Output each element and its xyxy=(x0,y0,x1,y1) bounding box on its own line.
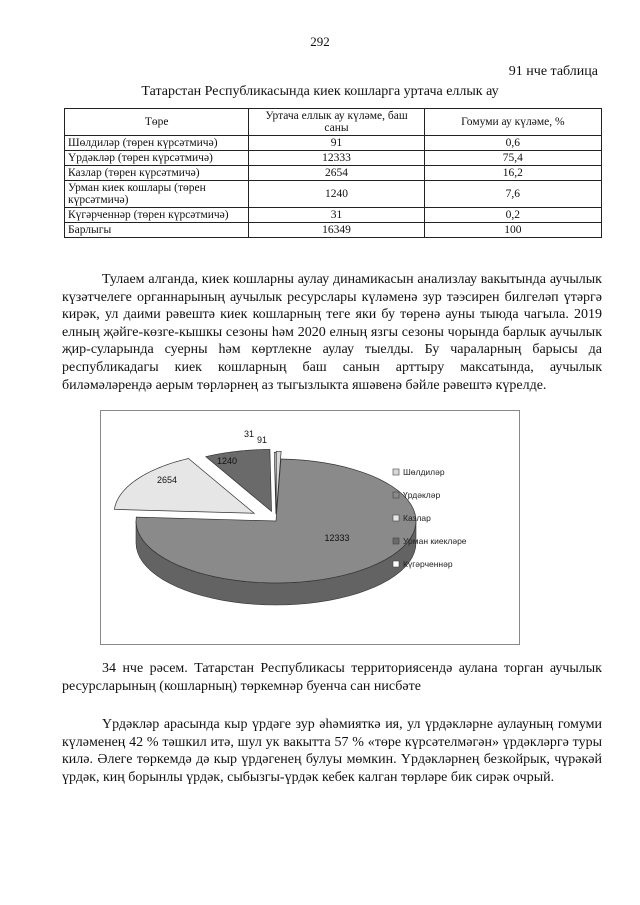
row-count: 31 xyxy=(249,208,424,223)
table-header-row xyxy=(65,109,602,136)
header-type: Төре xyxy=(65,109,249,136)
pie-chart xyxy=(101,411,519,644)
row-percent: 100 xyxy=(424,223,601,238)
row-name: Урман киек кошлары (төрен күрсәтмичә) xyxy=(65,181,249,208)
data-label: 12333 xyxy=(324,533,350,543)
legend-label: Күгәрченнәр xyxy=(403,559,453,569)
pie-chart-frame xyxy=(100,410,520,645)
table-title: Татарстан Республикасында киек кошларга уртача еллык ау xyxy=(141,84,499,99)
body-paragraph-2: Үрдәкләр арасында кыр үрдәге зур әһәмияткә ия, ул үрдәкләрне аулауның гомуми күләменең 42 % тәшкил итә, шул ук вакытта 57 % «төре күрсәтелмәгән» үрдәкләргә туры килә. Әлеге төркемдә дә кыр үрдәгенең булуы мөмкин. Үрдәкләрнең безкойрык, чүрәкәй үрдәк, киң борынлы үрдәк, сыбызгы-үрдәк кебек калган төрләре бик сирәк очрый. xyxy=(62,717,602,785)
row-percent: 0,2 xyxy=(424,208,601,223)
legend-swatch xyxy=(393,538,399,544)
table-number: 91 нче таблица xyxy=(508,64,598,79)
data-label: 2654 xyxy=(156,475,178,485)
row-name: Казлар (төрен күрсәтмичә) xyxy=(65,166,249,181)
row-percent: 0,6 xyxy=(424,136,601,151)
pie-slice-Күгәрченнәр xyxy=(274,452,276,514)
data-label: 31 xyxy=(243,429,255,439)
row-percent: 16,2 xyxy=(424,166,601,181)
header-percent: Гомуми ау күләме, % xyxy=(424,109,601,136)
row-percent: 7,6 xyxy=(424,181,601,208)
row-count: 91 xyxy=(249,136,424,151)
data-label: 1240 xyxy=(216,456,238,466)
legend-label: Казлар xyxy=(403,513,431,523)
table-row xyxy=(65,166,602,181)
table-row xyxy=(65,208,602,223)
table-row xyxy=(65,181,602,208)
legend-swatch xyxy=(393,515,399,521)
row-percent: 75,4 xyxy=(424,151,601,166)
hunting-table xyxy=(64,108,602,238)
table-row xyxy=(65,151,602,166)
table-row xyxy=(65,136,602,151)
row-count: 2654 xyxy=(249,166,424,181)
legend-swatch xyxy=(393,561,399,567)
table-total-row xyxy=(65,223,602,238)
legend-swatch xyxy=(393,469,399,475)
row-name: Барлыгы xyxy=(65,223,249,238)
row-name: Шөлдиләр (төрен күрсәтмичә) xyxy=(65,136,249,151)
data-label: 91 xyxy=(256,435,268,445)
body-paragraph-1: Тулаем алганда, киек кошларны аулау динамикасын анализлау вакытында аучылык күзәтчелеге органнарының аучылык ресурслары күләменә зур тәэсирен билгеләп үтәргә кирәк, ул даими рәвештә киек кошларның теге яки бу төренә ауны тыюда чагыла. 2019 елның җәйге-көзге-кышкы сезоны һәм 2020 елның язгы сезоны чорында барлык аучылык җир-суларында суерны һәм көртлекне аулау тыелды. Бу чараларның барысы да республикадагы киек кошларның баш санын арттыру максатында, аучылык биләмәләрендә аерым төрләрнең аз тыгызлыкта яшәвенә бәйле рәвештә күрелде. xyxy=(62,272,602,393)
figure-caption: 34 нче рәсем. Татарстан Республикасы территориясендә аулана торган аучылык ресурсларының (кошларның) төркемнәр буенча сан нисбәте xyxy=(62,661,602,694)
row-name: Күгәрченнәр (төрен күрсәтмичә) xyxy=(65,208,249,223)
legend-label: Урман киекләре xyxy=(403,536,467,546)
legend-label: Шөлдиләр xyxy=(403,467,445,477)
row-count: 12333 xyxy=(249,151,424,166)
legend-label: Үрдәкләр xyxy=(403,490,441,500)
header-average: Уртача еллык ау күләме, баш саны xyxy=(249,109,424,136)
legend-swatch xyxy=(393,492,399,498)
page-number: 292 xyxy=(310,34,330,49)
row-name: Үрдәкләр (төрен күрсәтмичә) xyxy=(65,151,249,166)
row-count: 1240 xyxy=(249,181,424,208)
row-count: 16349 xyxy=(249,223,424,238)
